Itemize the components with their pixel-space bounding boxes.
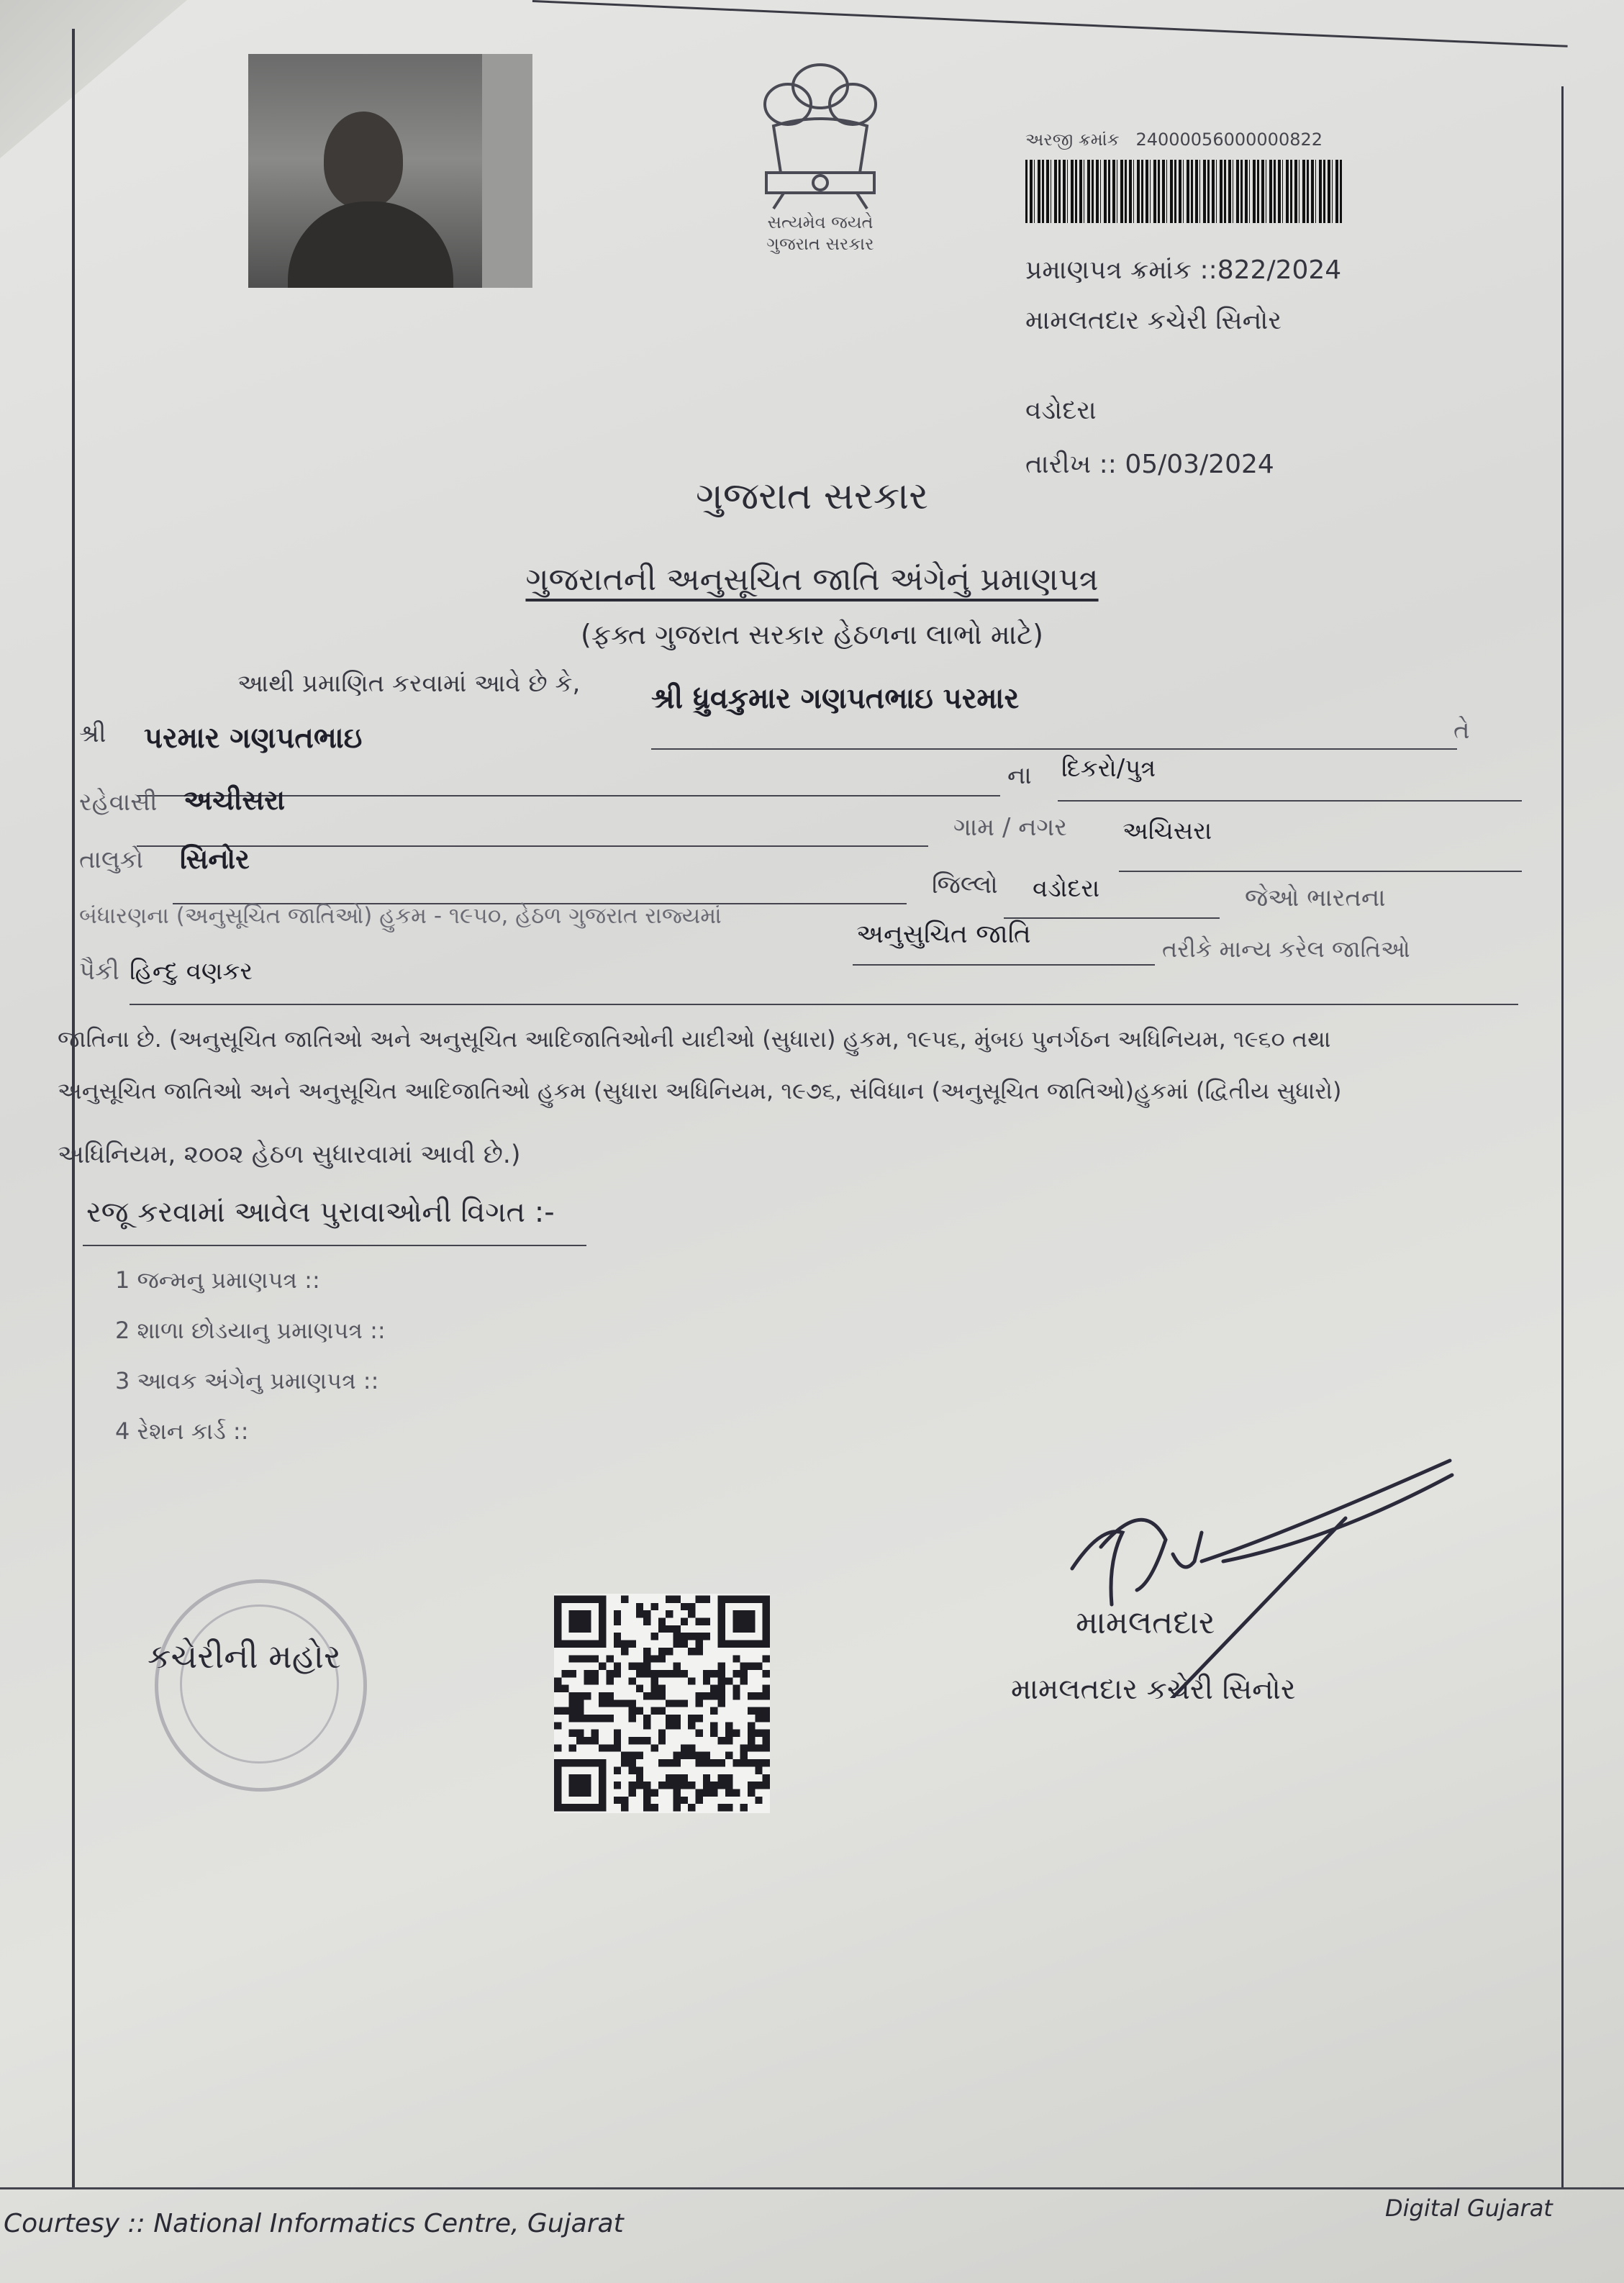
footer-courtesy: Courtesy :: National Informatics Centre, Gujarat xyxy=(4,2209,624,2238)
emblem-motto: સત્યમેવ જયતે xyxy=(767,212,874,232)
certificate-number-label: પ્રમાણપત્ર ક્રમાંક xyxy=(1025,255,1192,285)
application-number xyxy=(1025,130,1323,150)
district-value: વડોદરા xyxy=(1033,874,1100,903)
issue-date-value: 05/03/2024 xyxy=(1125,450,1274,479)
resident-label: રહેવાસી xyxy=(79,788,158,817)
legal-para-line2: અનુસૂચિત જાતિઓ અને અનુસૂચિત આદિજાતિઓ હુકમ (સુધારા અધિનિયમ, ૧૯૭૬, સંવિધાન (અનુસૂચિત જાતિઓ)હુકમાં (દ્વિતીય સુધારો) xyxy=(58,1077,1342,1104)
certificate-number xyxy=(1025,255,1341,286)
who-label: જેઓ ભારતના xyxy=(1245,884,1386,912)
evidence-title-underline xyxy=(83,1245,586,1246)
resident-underline xyxy=(137,845,928,847)
office-seal-label: કચેરીની મહોર xyxy=(148,1637,341,1676)
relation: દિકરો/પુત્ર xyxy=(1061,754,1156,783)
issuing-district: વડોદરા xyxy=(1025,396,1097,425)
taluka-value: સિનોર xyxy=(180,843,250,875)
office-seal-inner xyxy=(180,1605,339,1764)
relation-underline xyxy=(1058,800,1522,802)
applicant-photo xyxy=(248,54,532,288)
right-border xyxy=(1561,86,1564,2187)
certificate-number-value: ::822/2024 xyxy=(1199,255,1342,285)
page-fold xyxy=(0,0,187,158)
legal-para-line3: અધિનિયમ, ૨૦૦૨ હેઠળ સુધારવામાં આવી છે.) xyxy=(58,1140,521,1169)
district-label: જિલ્લો xyxy=(932,871,998,899)
order-text: બંધારણના (અનુસૂચિત જાતિઓ) હુકમ - ૧૯૫૦, હેઠળ ગુજરાત રાજ્યમાં xyxy=(79,903,722,929)
signature-mark xyxy=(1058,1453,1461,1698)
recognized-label: તરીકે માન્ય કરેલ જાતિઓ xyxy=(1162,935,1410,963)
caste-underline xyxy=(130,1004,1518,1005)
application-number-value: 24000056000000822 xyxy=(1135,130,1323,150)
evidence-item: 4 રેશન કાર્ડ :: xyxy=(115,1417,249,1445)
applicant-name: શ્રી ધ્રુવકુમાર ગણપતભાઇ પરમાર xyxy=(651,682,1020,715)
signatory-office: મામલતદાર કચેરી સિનોર xyxy=(1011,1673,1296,1706)
village-label: ગામ / નગર xyxy=(953,813,1067,842)
evidence-item: 1 જન્મનુ પ્રમાણપત્ર :: xyxy=(115,1266,320,1294)
barcode xyxy=(1025,160,1342,223)
category-underline xyxy=(853,964,1155,966)
certificate-title xyxy=(0,561,1624,598)
left-border xyxy=(72,29,75,2187)
caste-label: પૈકી xyxy=(79,957,119,986)
applicant-name-underline xyxy=(651,748,1457,750)
issuing-office: મામલતદાર કચેરી સિનોર xyxy=(1025,306,1282,335)
footer-brand: Digital Gujarat xyxy=(1385,2195,1553,2222)
resident-value: અચીસરા xyxy=(183,784,286,816)
category-value: અનુસુચિત જાતિ xyxy=(856,920,1031,949)
legal-para-line1: જાતિના છે. (અનુસૂચિત જાતિઓ અને અનુસૂચિત આદિજાતિઓની યાદીઓ (સુધારા) હુકમ, ૧૯૫૬, મુંબઇ પુનર્ગઠન અધિનિયમ, ૧૯૬૦ તથા xyxy=(58,1025,1331,1053)
certificate-subtitle: (ફક્ત ગુજરાત સરકાર હેઠળના લાભો માટે) xyxy=(581,619,1043,650)
village-value: અચિસરા xyxy=(1122,817,1212,845)
intro-text: આથી પ્રમાણિત કરવામાં આવે છે કે, xyxy=(237,669,581,698)
na-label: ના xyxy=(1007,761,1032,790)
emblem-caption: ગુજરાત સરકાર xyxy=(766,234,874,254)
evidence-item: 3 આવક અંગેનુ પ્રમાણપત્ર :: xyxy=(115,1367,379,1394)
signatory-designation: મામલતદાર xyxy=(1076,1605,1215,1641)
taluka-label: તાલુકો xyxy=(79,845,144,874)
certificate-title-text: ગુજરાતની અનુસૂચિત જાતિ અંગેનું પ્રમાણપત્ર xyxy=(525,561,1099,598)
shri-label: શ્રી xyxy=(79,720,106,748)
national-emblem-icon xyxy=(745,54,896,212)
footer-divider xyxy=(0,2187,1624,2189)
caste-value: હિન્દુ વણકર xyxy=(130,957,253,986)
top-border xyxy=(532,0,1568,47)
evidence-title: રજૂ કરવામાં આવેલ પુરાવાઓની વિગત :- xyxy=(86,1196,555,1229)
father-name: પરમાર ગણપતભાઇ xyxy=(144,722,363,755)
application-number-label: અરજી ક્રમાંક xyxy=(1025,130,1120,150)
government-title: ગુજરાત સરકાર xyxy=(695,475,929,518)
district-underline xyxy=(1004,917,1220,919)
village-underline xyxy=(1119,871,1522,872)
issue-date-label: તારીખ :: xyxy=(1025,450,1117,479)
te-label: તે xyxy=(1453,716,1470,745)
evidence-item: 2 શાળા છોડયાનુ પ્રમાણપત્ર :: xyxy=(115,1317,386,1344)
qr-code xyxy=(554,1594,770,1813)
